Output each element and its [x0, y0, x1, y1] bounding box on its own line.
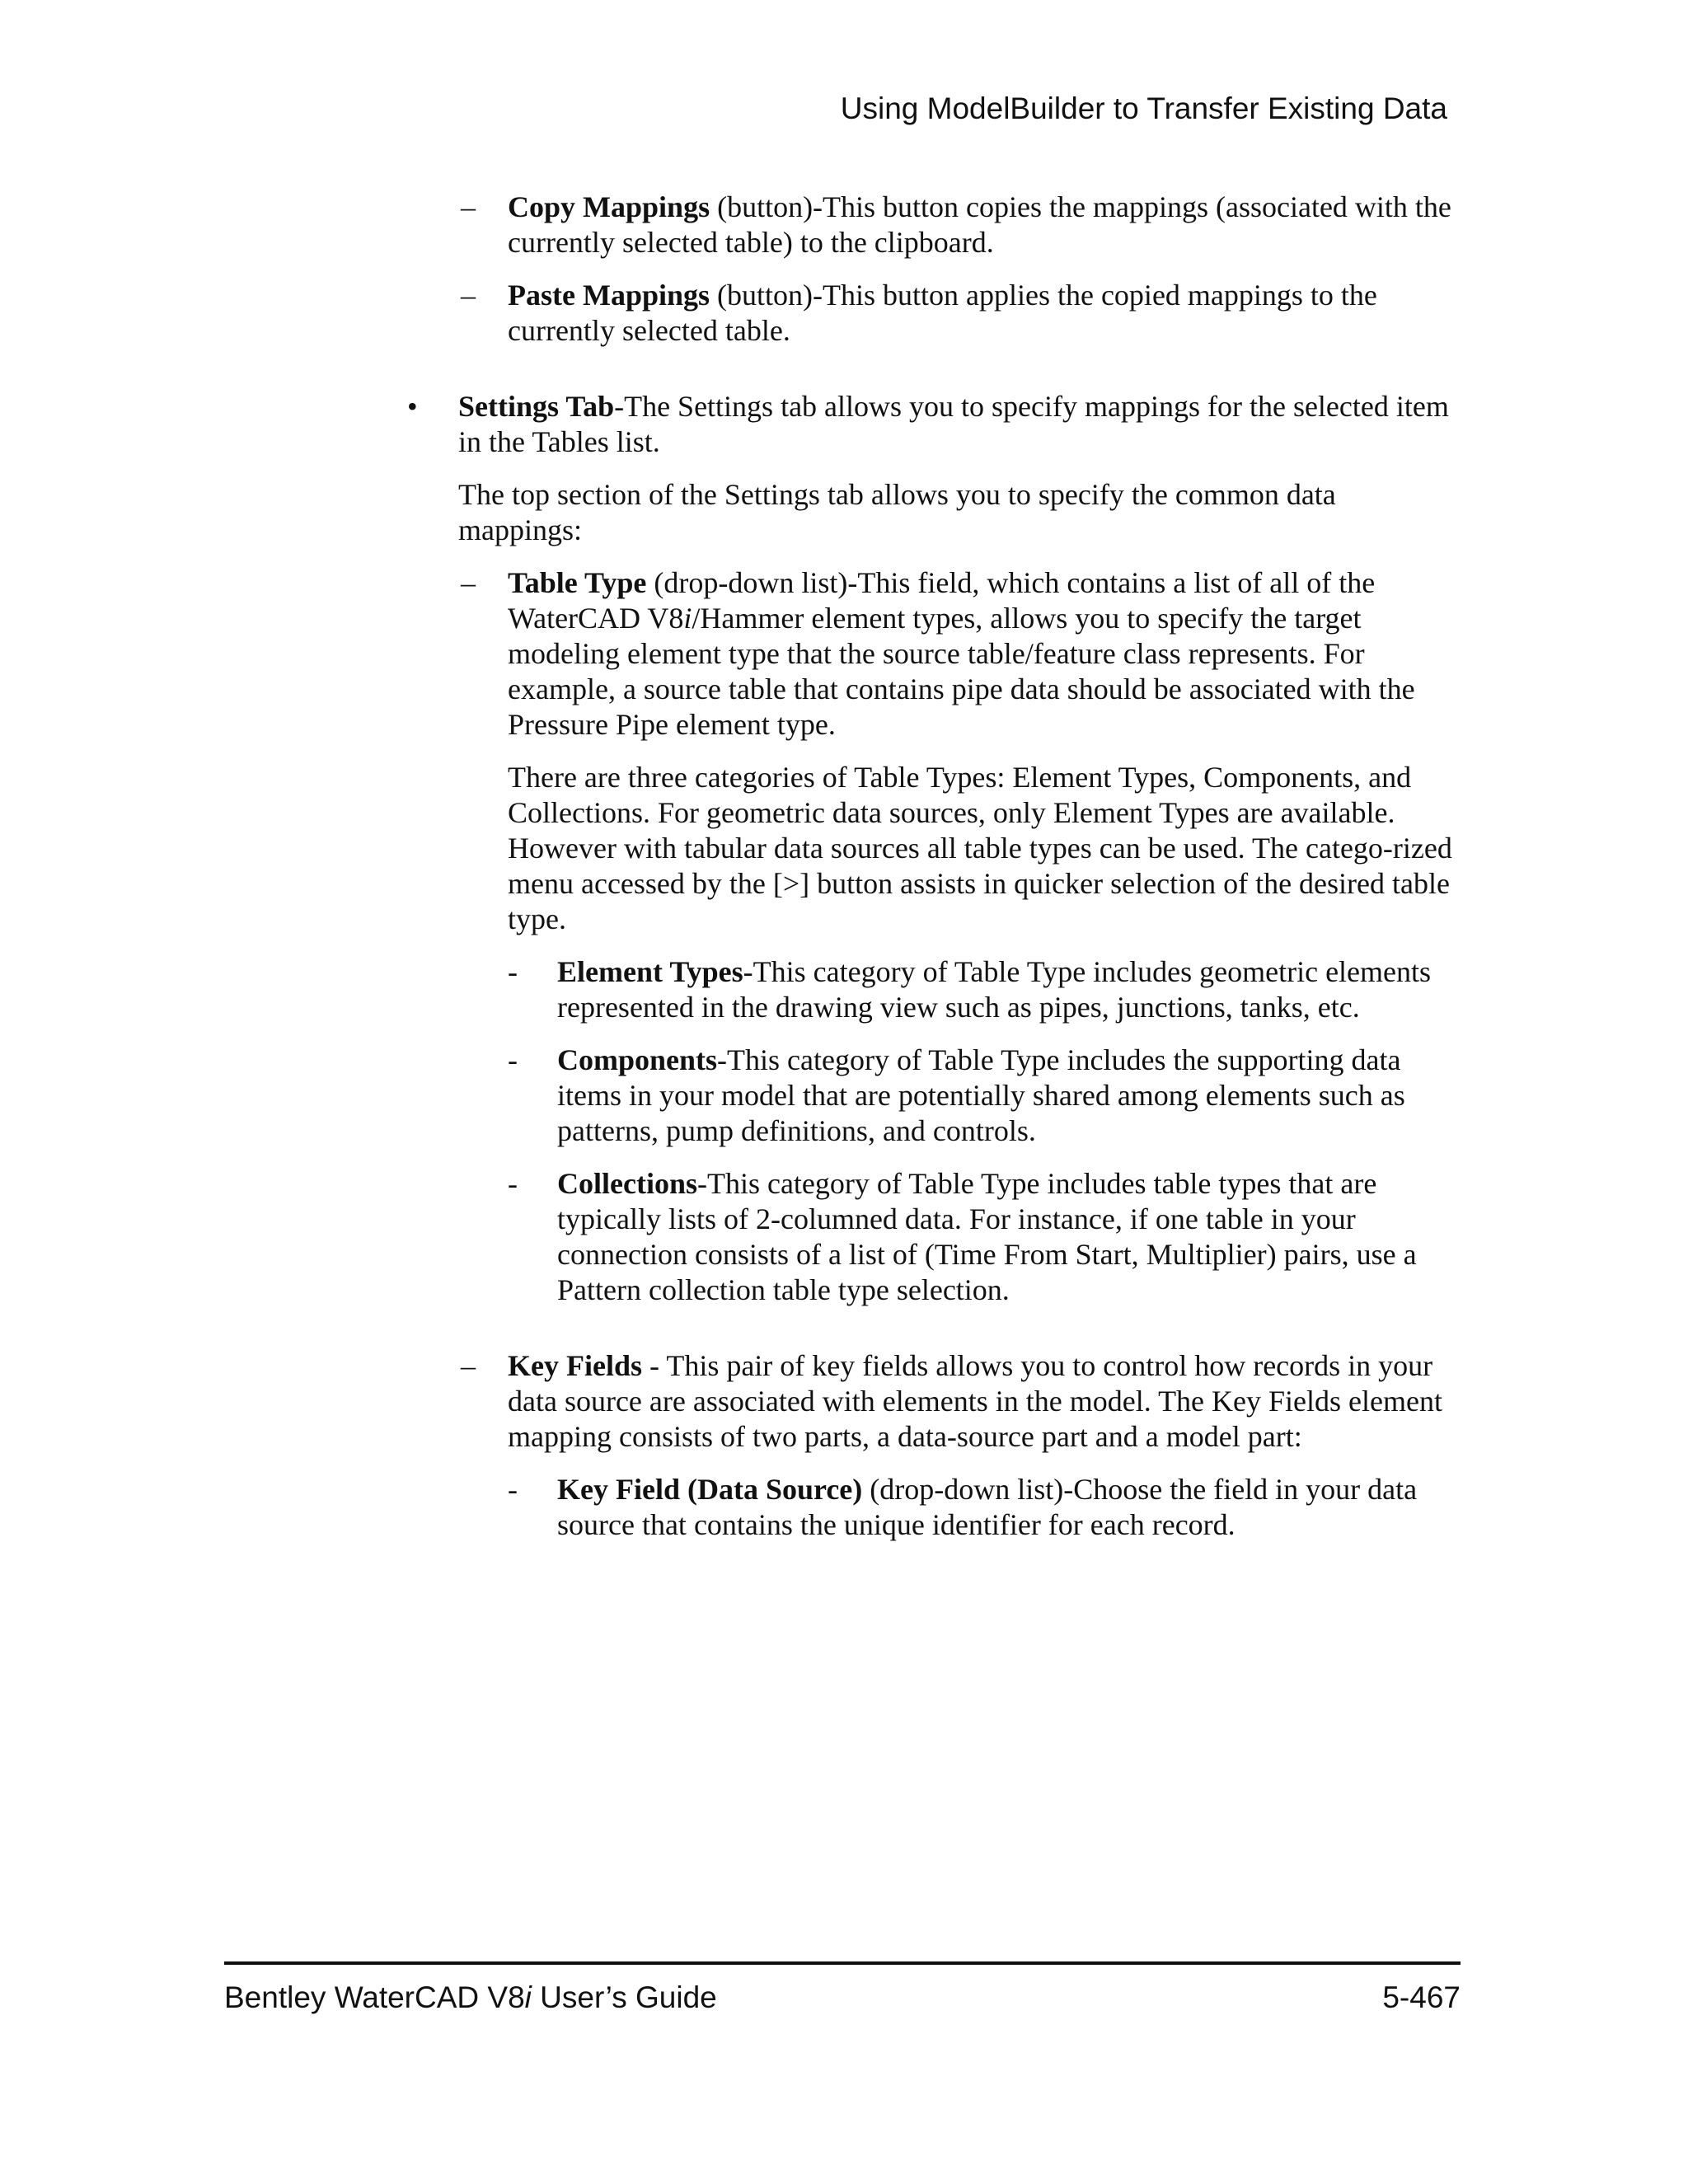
term-settings-tab: Settings Tab [458, 390, 615, 423]
list-item-text: Collections-This category of Table Type includes table types that are typically lists of 2-columned data. For instance, if one table in your connection consists of a list of (Time From Start, Multiplier) pairs, use a Pattern collection table type selection. [557, 1167, 1417, 1306]
term-collections: Collections [557, 1167, 697, 1200]
term-paste-mappings: Paste Mappings [508, 279, 710, 312]
bullet-item-text: Settings Tab-The Settings tab allows you to specify mappings for the selected item in the Tables list. [458, 390, 1449, 458]
paragraph-settings-intro: The top section of the Settings tab allows you to specify the common data mappings: [458, 478, 1336, 546]
paragraph-table-type-categories: There are three categories of Table Types: Element Types, Components, and Collections. For geometric data sources, only Element Types are available. However with tabular data sources all table types can be used. The catego-rized menu accessed by the [>] button assists in quicker selection of the desired table type. [508, 761, 1452, 935]
sub-list-item-key-field-data-source [508, 1472, 1464, 1543]
term-key-field-data-source: Key Field (Data Source) [557, 1473, 863, 1506]
hyphen-marker: - [508, 1473, 518, 1506]
term-key-fields: Key Fields [508, 1349, 642, 1382]
hyphen-marker: - [508, 1167, 518, 1200]
dash-marker: – [461, 566, 476, 599]
term-copy-mappings: Copy Mappings [508, 190, 710, 223]
list-item-text: Table Type (drop-down list)-This field, which contains a list of all of the WaterCAD V8i/Hammer element types, allows you to specify the target modeling element type that the source table/feature class represents. For example, a source table that contains pipe data should be associated with the Pressure Pipe element type. [508, 566, 1415, 741]
sub-list-item-collections [508, 1166, 1464, 1308]
list-item-paste-mappings [461, 278, 1464, 349]
bullet-item-settings-tab [407, 389, 1464, 460]
dash-marker: – [461, 279, 476, 312]
page-number: 5-467 [1382, 1980, 1461, 2014]
term-table-type: Table Type [508, 566, 647, 599]
list-item-text: Element Types-This category of Table Type includes geometric elements represented in the drawing view such as pipes, junctions, tanks, etc. [557, 955, 1432, 1024]
footer-guide-title: Bentley WaterCAD V8i User’s Guide [224, 1980, 717, 2014]
hyphen-marker: - [508, 955, 518, 988]
term-element-types: Element Types [557, 955, 743, 988]
list-item-text: Key Fields - This pair of key fields allows you to control how records in your data source are associated with elements in the model. The Key Fields element mapping consists of two parts, a data-source part and a model part: [508, 1349, 1442, 1453]
dash-marker: – [461, 190, 476, 223]
running-header: Using ModelBuilder to Transfer Existing Data [840, 91, 1447, 125]
footer-divider [224, 1961, 1461, 1965]
sub-list-item-element-types [508, 954, 1464, 1025]
hyphen-marker: - [508, 1043, 518, 1076]
dash-marker: – [461, 1349, 476, 1382]
list-item-text: Copy Mappings (button)-This button copies the mappings (associated with the currently selected table) to the clipboard. [508, 190, 1451, 259]
list-item-text: Components-This category of Table Type includes the supporting data items in your model that are potentially shared among elements such as patterns, pump definitions, and controls. [557, 1043, 1405, 1147]
list-item-copy-mappings [461, 190, 1464, 260]
list-item-text: Paste Mappings (button)-This button applies the copied mappings to the currently selected table. [508, 279, 1377, 347]
term-components: Components [557, 1043, 718, 1076]
list-item-text: Key Field (Data Source) (drop-down list)-Choose the field in your data source that contains the unique identifier for each record. [557, 1473, 1418, 1541]
bullet-marker: • [407, 390, 418, 423]
list-item-table-type [461, 565, 1464, 743]
sub-list-item-components [508, 1043, 1464, 1149]
list-item-key-fields [461, 1348, 1464, 1455]
